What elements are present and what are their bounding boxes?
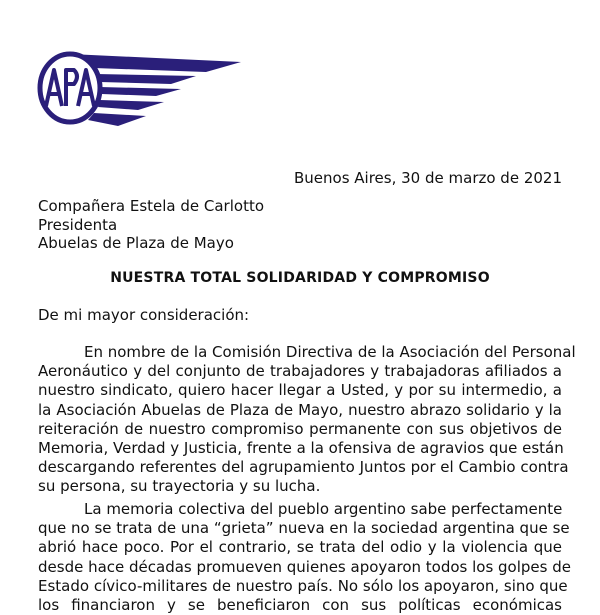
- union-logo: [36, 50, 246, 130]
- paragraph-line: su persona, su trayectoria y su lucha.: [38, 477, 321, 496]
- paragraph-line: reiteración de nuestro compromiso permanente con sus objetivos de: [38, 419, 562, 438]
- paragraph-line: Aeronáutico y del conjunto de trabajadores y trabajadoras afiliados a: [38, 362, 562, 381]
- recipient-organization: Abuelas de Plaza de Mayo: [38, 234, 234, 252]
- recipient-role: Presidenta: [38, 215, 118, 234]
- paragraph-line: abrió hace poco. Por el contrario, se trata del odio y la violencia que: [38, 538, 562, 557]
- paragraph-line: los financiaron y se beneficiaron con sus políticas económicas: [38, 595, 562, 614]
- paragraph-line: la Asociación Abuelas de Plaza de Mayo, nuestro abrazo solidario y la: [38, 400, 562, 419]
- paragraph-line: descargando referentes del agrupamiento Juntos por el Cambio contra: [38, 458, 569, 477]
- date-line: Buenos Aires, 30 de marzo de 2021: [294, 169, 562, 187]
- letter-title: NUESTRA TOTAL SOLIDARIDAD Y COMPROMISO: [110, 270, 490, 286]
- paragraph-line: Memoria, Verdad y Justicia, frente a la ofensiva de agravios que están: [38, 438, 564, 457]
- paragraph-line: Estado cívico-militares de nuestro país. No sólo los apoyaron, sino que: [38, 576, 568, 595]
- winged-emblem-icon: [36, 50, 246, 130]
- paragraph-1: [38, 343, 576, 497]
- paragraph-line: desde hace décadas promueven quienes apoyaron todos los golpes de: [38, 557, 571, 576]
- paragraph-2: [38, 500, 571, 615]
- salutation: De mi mayor consideración:: [38, 306, 250, 324]
- paragraph-line: En nombre de la Comisión Directiva de la Asociación del Personal: [84, 343, 576, 361]
- paragraph-line: que no se trata de una “grieta” nueva en la sociedad argentina que se: [38, 519, 570, 538]
- recipient-name: Compañera Estela de Carlotto: [38, 197, 265, 215]
- paragraph-line: La memoria colectiva del pueblo argentino sabe perfectamente: [84, 500, 563, 518]
- paragraph-line: nuestro sindicato, quiero hacer llegar a Usted, y por su intermedio, a: [38, 381, 562, 400]
- recipient-block: [38, 197, 264, 253]
